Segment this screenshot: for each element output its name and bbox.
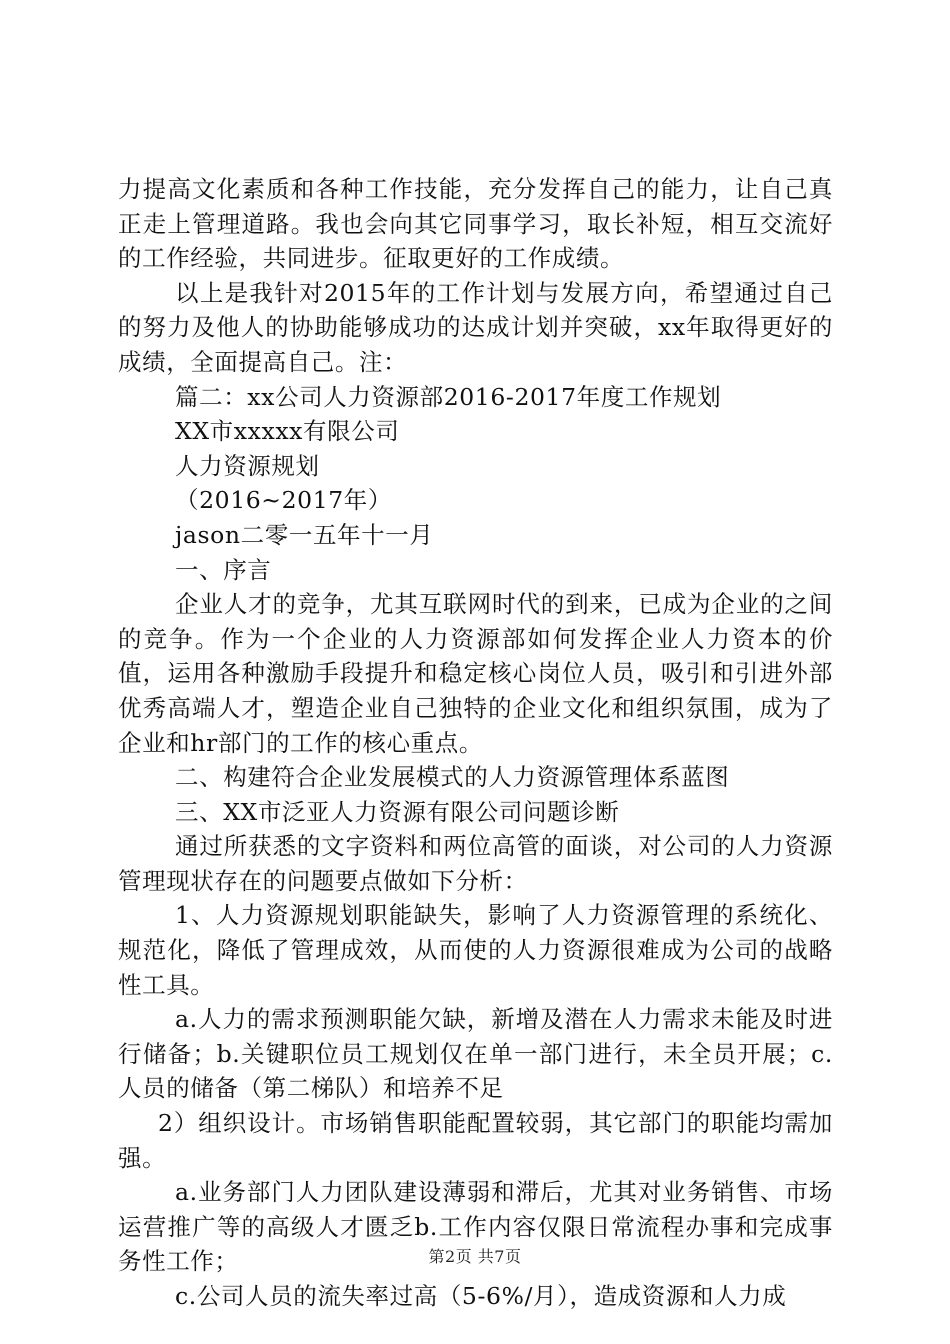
section-heading: 篇二：xx公司人力资源部2016-2017年度工作规划	[175, 382, 722, 411]
page-number: 第2页 共7页	[428, 1247, 522, 1266]
list-item: a.业务部门人力团队建设薄弱和滞后，尤其对业务销售、市场运营推广等的高级人才匮乏b.工作内容仅限日常流程办事和完成事务性工作；	[118, 1178, 833, 1276]
document-title: 人力资源规划	[175, 451, 320, 480]
list-item: a.人力的需求预测职能欠缺，新增及潜在人力需求未能及时进行储备；b.关键职位员工规划仅在单一部门进行，未全员开展；c.人员的储备（第二梯队）和培养不足	[118, 1005, 833, 1103]
author-date: jason二零一五年十一月	[175, 520, 434, 549]
paragraph: 企业人才的竞争，尤其互联网时代的到来，已成为企业的之间的竞争。作为一个企业的人力资源部如何发挥企业人力资本的价值，运用各种激励手段提升和稳定核心岗位人员，吸引和引进外部优秀高端人才，塑造企业自己独特的企业文化和组织氛围，成为了企业和hr部门的工作的核心重点。	[118, 590, 833, 757]
list-item: 2）组织设计。市场销售职能配置较弱，其它部门的职能均需加强。	[118, 1109, 833, 1172]
document-period: （2016~2017年）	[175, 486, 393, 515]
list-item: c.公司人员的流失率过高（5-6%/月），造成资源和人力成	[175, 1282, 787, 1310]
company-name: XX市xxxxx有限公司	[175, 417, 400, 446]
paragraph: 以上是我针对2015年的工作计划与发展方向，希望通过自己的努力及他人的协助能够成功的达成计划并突破，xx年取得更好的成绩，全面提高自己。注：	[118, 278, 833, 376]
list-item: 1、人力资源规划职能缺失，影响了人力资源管理的系统化、规范化，降低了管理成效，从而使的人力资源很难成为公司的战略性工具。	[118, 901, 833, 999]
paragraph: 力提高文化素质和各种工作技能，充分发挥自己的能力，让自己真正走上管理道路。我也会向其它同事学习，取长补短，相互交流好的工作经验，共同进步。征取更好的工作成绩。	[118, 175, 833, 273]
document-body	[118, 172, 833, 1314]
section-heading: 一、序言	[175, 555, 272, 584]
paragraph: 通过所获悉的文字资料和两位高管的面谈，对公司的人力资源管理现状存在的问题要点做如下分析：	[118, 832, 833, 895]
section-heading: 二、构建符合企业发展模式的人力资源管理体系蓝图	[175, 763, 730, 792]
section-heading: 三、XX市泛亚人力资源有限公司问题诊断	[175, 797, 620, 826]
